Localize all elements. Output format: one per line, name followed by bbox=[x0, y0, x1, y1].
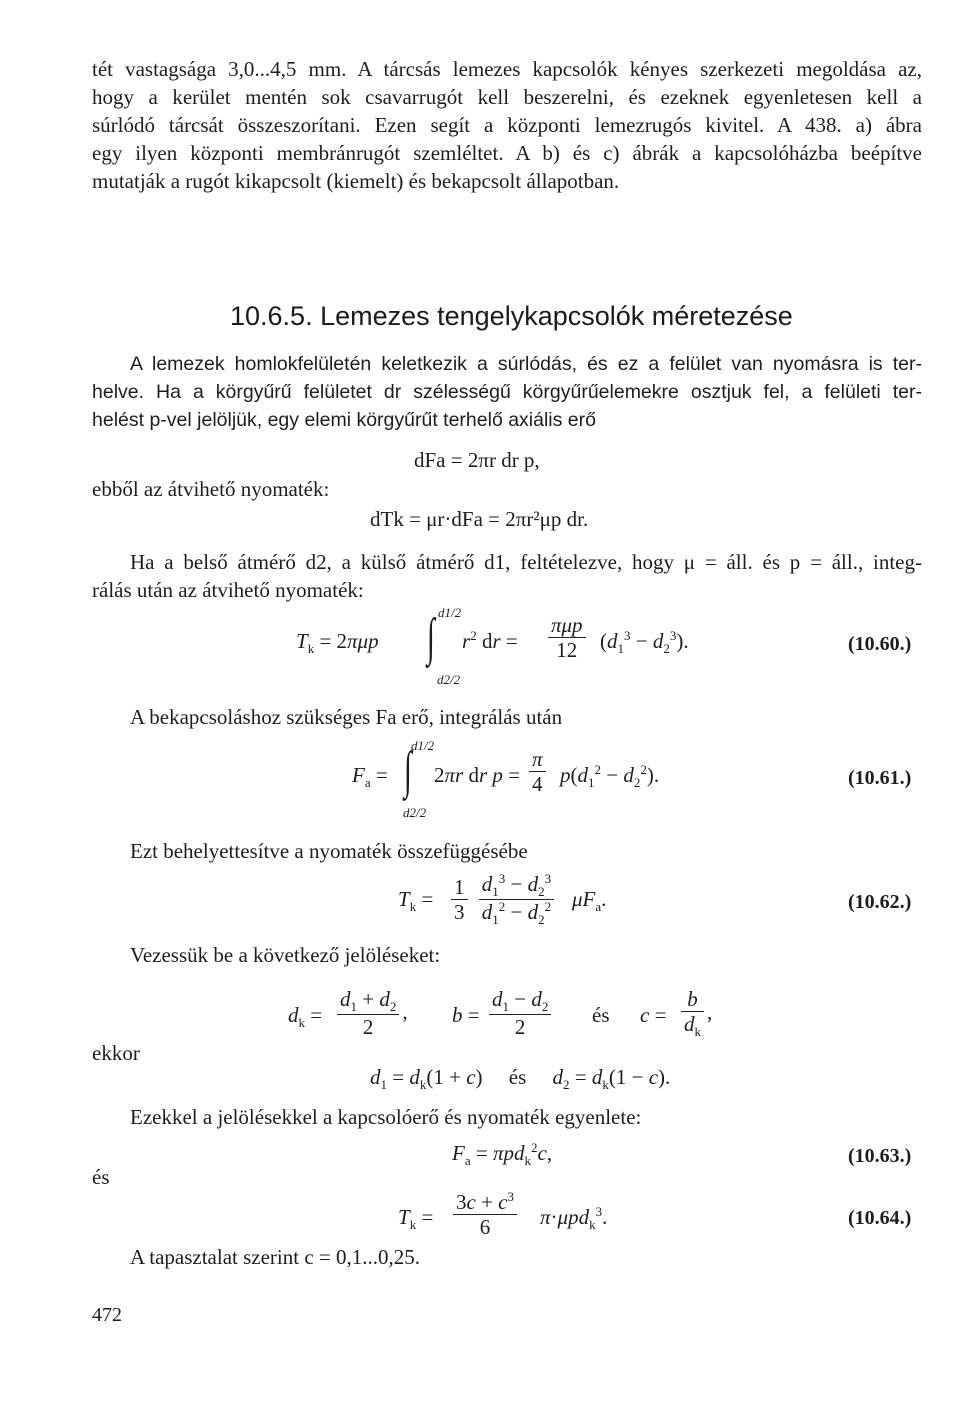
text-ezekkel: Ezekkel a jelölésekkel a kapcsolóerő és nyomaték egyenlete: bbox=[130, 1105, 642, 1129]
equation-dTk: dTk = μr·dFa = 2πr²μp dr. bbox=[370, 507, 589, 531]
paragraph-2 bbox=[92, 549, 922, 605]
integral-upper-limit: d1/2 bbox=[411, 738, 435, 753]
para1-line-3: helést p-vel jelöljük, egy elemi körgyűrűt terhelő axiális erő bbox=[92, 409, 596, 431]
intro-line-5: mutatják a rugót kikapcsolt (kiemelt) és bekapcsolt állapotban. bbox=[92, 169, 620, 193]
intro-line-2: hogy a kerület mentén sok csavarrugót kell beszerelni, és ezeknek egyenletesen kell a bbox=[92, 85, 922, 109]
equation-d1-d2: $d_1 = d_k(1 + c)$ és $d_2 = d_k(1 - c)$. bbox=[370, 1065, 671, 1093]
para1-line-1: A lemezek homlokfelületén keletkezik a súrlódás, és ez a felület van nyomásra is ter- bbox=[130, 353, 922, 375]
page-number: 472 bbox=[92, 1304, 122, 1326]
text-es: és bbox=[92, 1165, 110, 1189]
text-ezt: Ezt behelyettesítve a nyomaték összefüggésébe bbox=[130, 839, 528, 863]
para2-line-2: rálás után az átvihető nyomaték: bbox=[92, 578, 364, 602]
equation-dFa: dFa = 2πr dr p, bbox=[414, 448, 540, 472]
integral-lower-limit: d2/2 bbox=[403, 805, 427, 820]
equation-number-10-64: (10.64.) bbox=[848, 1207, 912, 1229]
equation-number-10-60: (10.60.) bbox=[848, 633, 912, 655]
para2-line-1: Ha a belső átmérő d2, a külső átmérő d1, feltételezve, hogy μ = áll. és p = áll., integ- bbox=[130, 550, 922, 574]
text-vezessuk: Vezessük be a következő jelöléseket: bbox=[130, 943, 441, 967]
integral-sign: ∫ bbox=[404, 742, 412, 799]
text-ebbol: ebből az átvihető nyomaték: bbox=[92, 477, 330, 501]
integral-lower-limit: d2/2 bbox=[437, 672, 461, 687]
equation-number-10-63: (10.63.) bbox=[848, 1145, 912, 1167]
equation-number-10-62: (10.62.) bbox=[848, 891, 912, 913]
intro-line-3: súrlódó tárcsát összeszorítani. Ezen segít a központi lemezrugós kivitel. A 438. a) ábra bbox=[92, 113, 922, 137]
text-bekapcs: A bekapcsoláshoz szükséges Fa erő, integrálás után bbox=[130, 705, 563, 729]
integral-sign: ∫ bbox=[427, 609, 435, 666]
text-ekkor: ekkor bbox=[92, 1041, 140, 1065]
para1-line-2: helve. Ha a körgyűrű felületet dr szélességű körgyűrűelemekre osztjuk fel, a felületi ter- bbox=[92, 381, 922, 403]
intro-paragraph bbox=[92, 56, 922, 196]
book-page: tét vastagsága 3,0...4,5 mm. A tárcsás lemezes kapcsolók kényes szerkezeti megoldása az, hogy a kerület mentén sok csavarrugót kell beszerelni, és ezeknek egyenletesen kell a súrlódó tárcsát összeszorítani. Ezen segít a központi lemezrugós kivitel. A 438. a) ábra egy ilyen központi membránrugót szemléltet. A b) és c) ábrák a kapcsolóházba beépítve mutatják a rugót kikapcsolt (kiemelt) és bekapcsolt állapotban. 10.6.5. Lemezes tengelykapcsolók méretezése A lemezek homlokfelületén keletkezik a súrlódás, és ez a felület van nyomásra is ter- helve. Ha a körgyűrű felületet dr szélességű körgyűrűelemekre osztjuk fel, a felületi ter- helést p-vel jelöljük, egy elemi körgyűrűt terhelő axiális erő dFa = 2πr dr p, ebből az átvihető nyomaték: dTk = μr·dFa = 2πr²μp dr. Ha a belső átmérő d2, a külső átmérő d1, feltételezve, hogy μ = áll. és p = áll., integ- rálás után az átvihető nyomaték: $T_k = 2\pi\mu p$ ∫ d1/2 d2/2 $r^2$ dr = $\frac{\text{πμp}}{12}$ $(d_1^3 - d_2^3)$. (10.60.) A bekapcsoláshoz szükséges Fa erő, integrálás után $F_a$ = ∫ d1/2 d2/2 2πr dr p = $\frac{\pi}{4}$ $p(d_1^2 - d_2^2)$. (10.61.) Ezt behelyettesítve a nyomaték összefüggésébe $T_k$ = $\frac{1}{3}$ $\frac{d_1^3 - d_2^3}{d_1^2 - d_2^2}$ $\mu F_a$. (10.62.) Vezessük be a következő jelöléseket: $d_k$ = $\frac{d_1 + d_2}{2}$ , b = $\frac{d_1 - d_2}{2}$ és c = $\frac{b}{d_k}$ , ekkor $d_1 = d_k(1 + c)$ és $d_2 = d_k(1 - c)$. Ezekkel a jelölésekkel a kapcsolóerő és nyomaték egyenlete: $F_a = \pi pd_k^2c$, (10.63.) és $T_k$ = $\frac{3c + c^3}{6}$ π·μpd$_k^3$. (10.64.) A tapasztalat szerint c = 0,1...0,25. 472 bbox=[92, 57, 922, 1326]
equation-number-10-61: (10.61.) bbox=[848, 767, 912, 789]
paragraph-1 bbox=[92, 352, 922, 436]
intro-line-4: egy ilyen központi membránrugót szemléltet. A b) és c) ábrák a kapcsolóházba beépítve bbox=[92, 141, 922, 165]
intro-line-1: tét vastagsága 3,0...4,5 mm. A tárcsás lemezes kapcsolók kényes szerkezeti megoldása az, bbox=[92, 57, 922, 81]
section-heading: 10.6.5. Lemezes tengelykapcsolók méretezése bbox=[230, 301, 793, 331]
integral-upper-limit: d1/2 bbox=[438, 605, 462, 620]
text-tapasztalat: A tapasztalat szerint c = 0,1...0,25. bbox=[130, 1245, 421, 1269]
